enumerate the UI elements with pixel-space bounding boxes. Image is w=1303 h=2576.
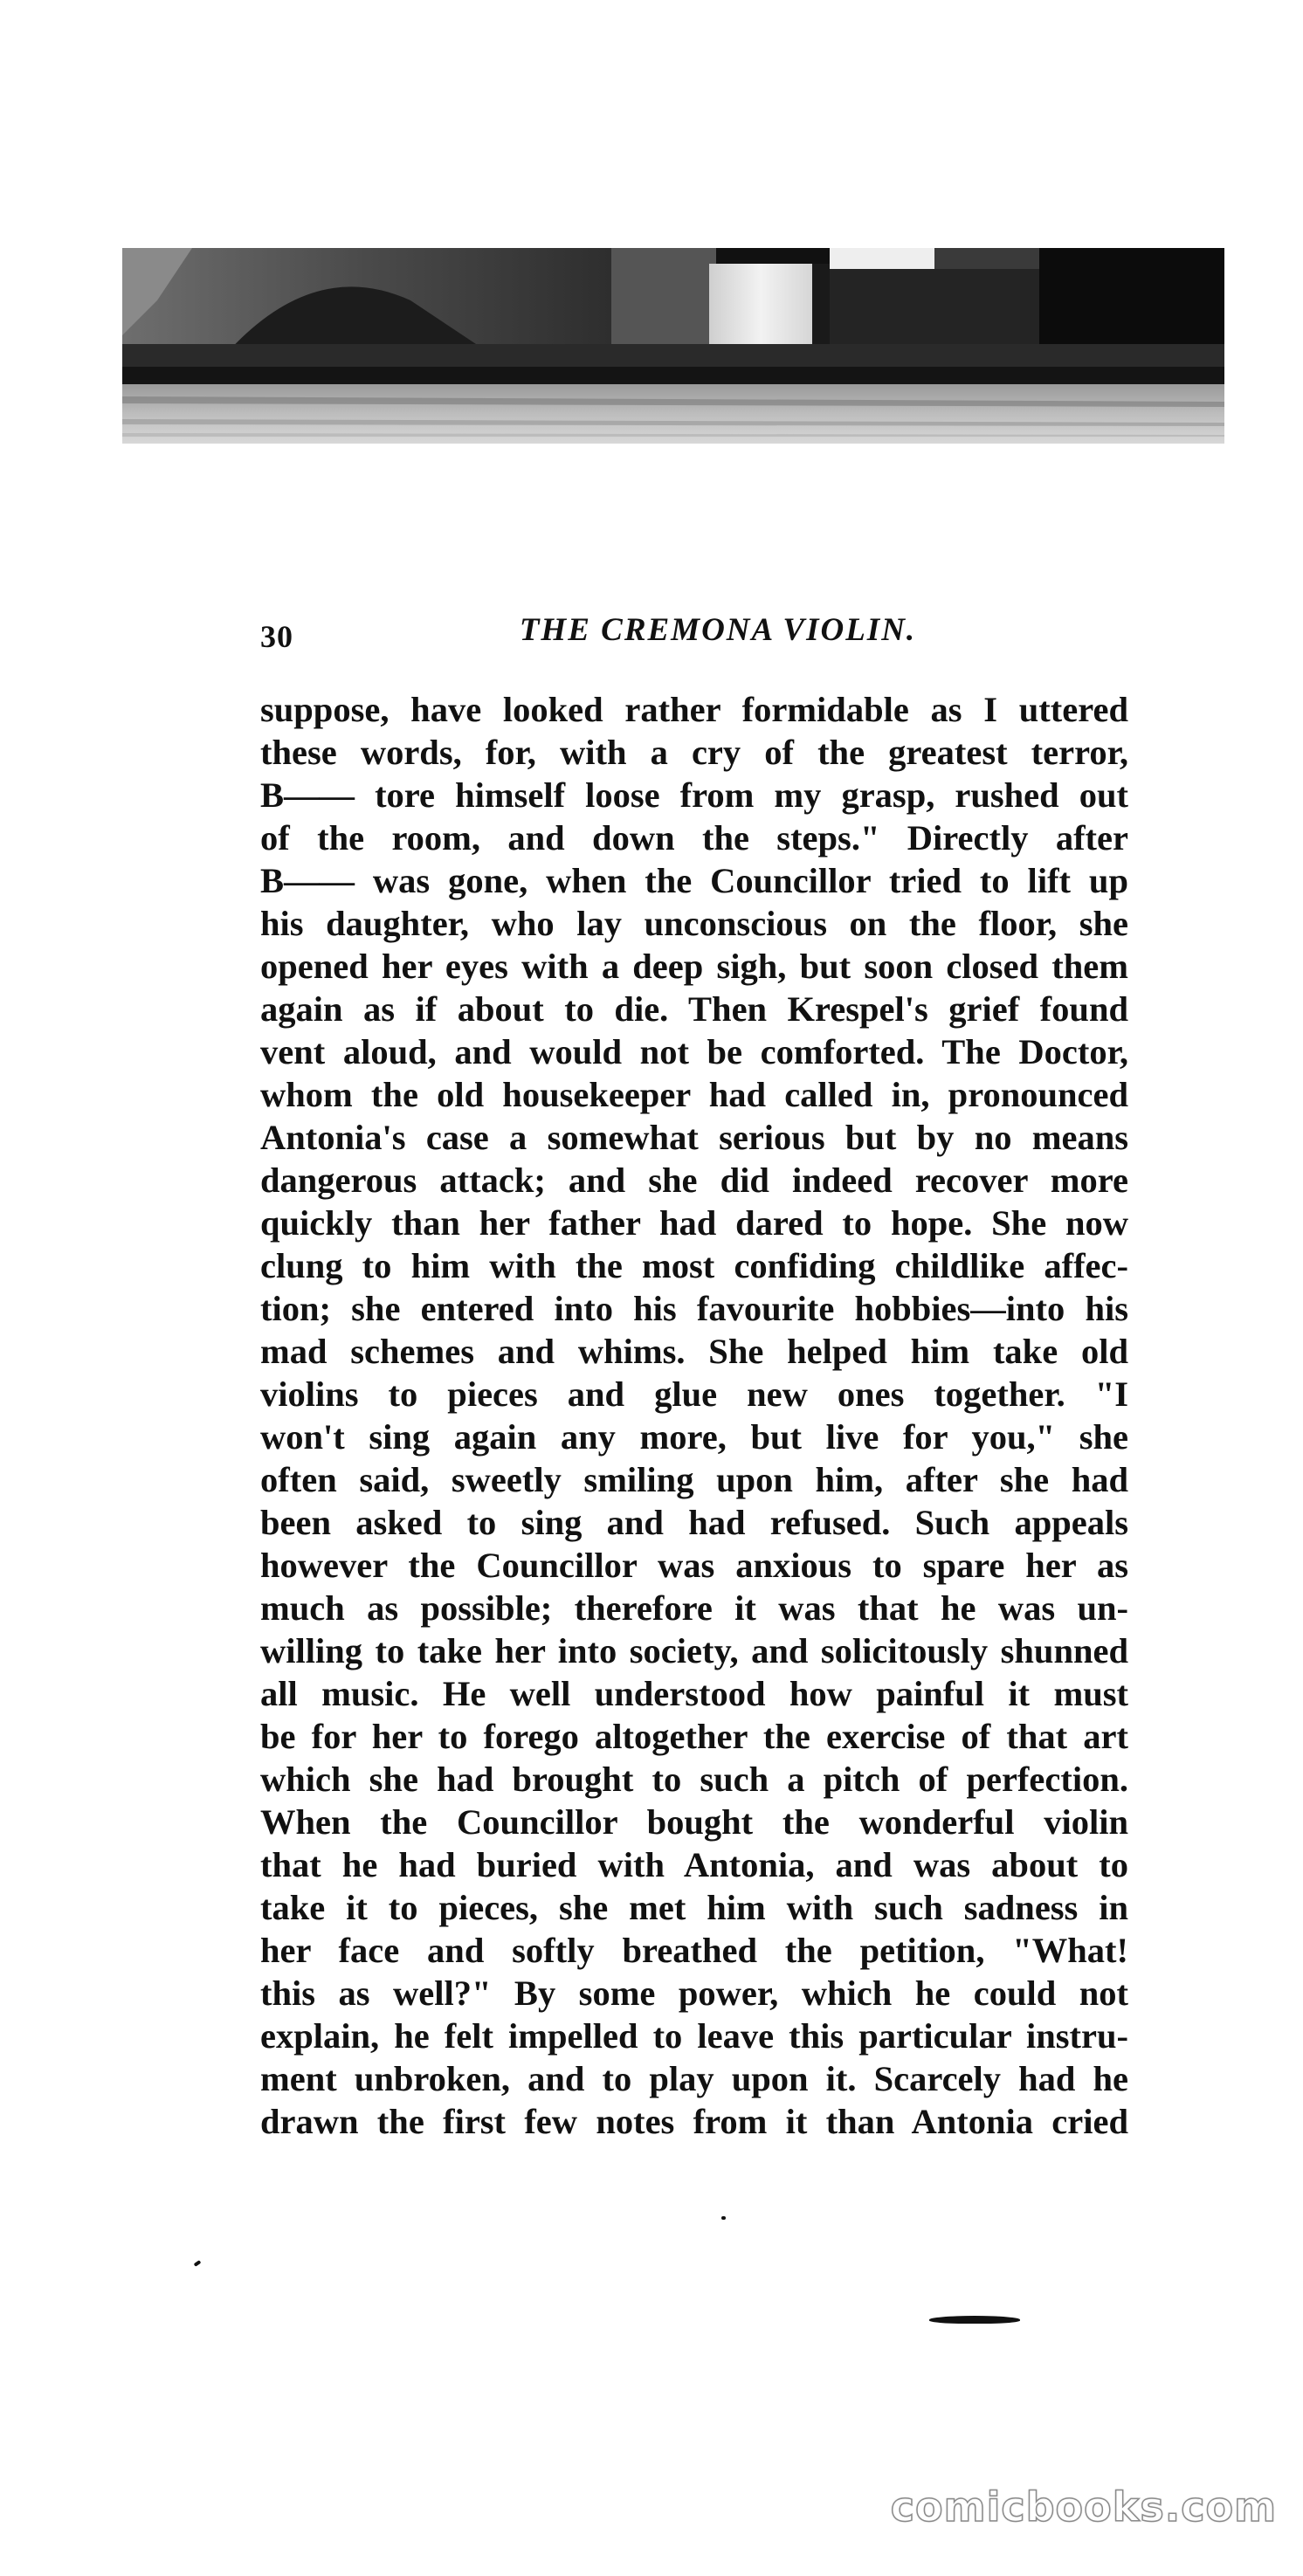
text-line: however the Councillor was anxious to spare her as	[260, 1546, 1128, 1585]
text-line: quickly than her father had dared to hope. She now	[260, 1203, 1128, 1243]
text-line: vent aloud, and would not be comforted. The Doctor,	[260, 1032, 1128, 1071]
text-line: suppose, have looked rather formidable as I uttered	[260, 690, 1128, 729]
text-line: dangerous attack; and she did indeed recover more	[260, 1161, 1128, 1200]
scanned-image-graphic	[122, 248, 1224, 444]
text-line: violins to pieces and glue new ones together. "I	[260, 1374, 1128, 1414]
text-line: which she had brought to such a pitch of perfection.	[260, 1760, 1128, 1799]
text-line: all music. He well understood how painful it must	[260, 1674, 1128, 1713]
text-line: often said, sweetly smiling upon him, after she had	[260, 1460, 1128, 1499]
text-line: been asked to sing and had refused. Such appeals	[260, 1503, 1128, 1542]
page-number: 30	[260, 619, 293, 654]
text-line: won't sing again any more, but live for you," she	[260, 1417, 1128, 1457]
watermark: comicbooks.com	[890, 2483, 1277, 2531]
text-line: B—— was gone, when the Councillor tried to lift up	[260, 861, 1128, 900]
text-line: her face and softly breathed the petition, "What!	[260, 1931, 1128, 1970]
text-line: drawn the first few notes from it than Antonia cried	[260, 2102, 1128, 2141]
text-line: opened her eyes with a deep sigh, but soon closed them	[260, 947, 1128, 986]
scanned-image-fragment	[122, 248, 1224, 444]
text-line: that he had buried with Antonia, and was about to	[260, 1845, 1128, 1884]
text-line: explain, he felt impelled to leave this particular instru-	[260, 2016, 1128, 2056]
text-line: his daughter, who lay unconscious on the floor, she	[260, 904, 1128, 943]
text-line: willing to take her into society, and solicitously shunned	[260, 1631, 1128, 1670]
text-line: these words, for, with a cry of the greatest terror,	[260, 733, 1128, 772]
text-line: much as possible; therefore it was that he was un-	[260, 1588, 1128, 1628]
text-line: ment unbroken, and to play upon it. Scarcely had he	[260, 2059, 1128, 2098]
text-line: be for her to forego altogether the exercise of that art	[260, 1717, 1128, 1756]
scan-speck	[194, 2260, 202, 2267]
text-line: Antonia's case a somewhat serious but by no means	[260, 1118, 1128, 1157]
text-line: B—— tore himself loose from my grasp, rushed out	[260, 775, 1128, 815]
running-title: THE CREMONA VIOLIN.	[519, 612, 917, 648]
text-line: When the Councillor bought the wonderful violin	[260, 1802, 1128, 1842]
body-text	[260, 688, 1128, 2143]
running-head	[260, 611, 1134, 664]
text-line: of the room, and down the steps." Directly after	[260, 818, 1128, 858]
text-line: clung to him with the most confiding childlike affec-	[260, 1246, 1128, 1285]
text-line: whom the old housekeeper had called in, pronounced	[260, 1075, 1128, 1114]
scan-blot	[929, 2316, 1020, 2324]
text-line: mad schemes and whims. She helped him take old	[260, 1332, 1128, 1371]
text-line: take it to pieces, she met him with such sadness in	[260, 1888, 1128, 1927]
scan-speck	[721, 2216, 726, 2220]
text-line: again as if about to die. Then Krespel's grief found	[260, 989, 1128, 1029]
text-line: this as well?" By some power, which he could not	[260, 1973, 1128, 2013]
text-line: tion; she entered into his favourite hobbies—into his	[260, 1289, 1128, 1328]
